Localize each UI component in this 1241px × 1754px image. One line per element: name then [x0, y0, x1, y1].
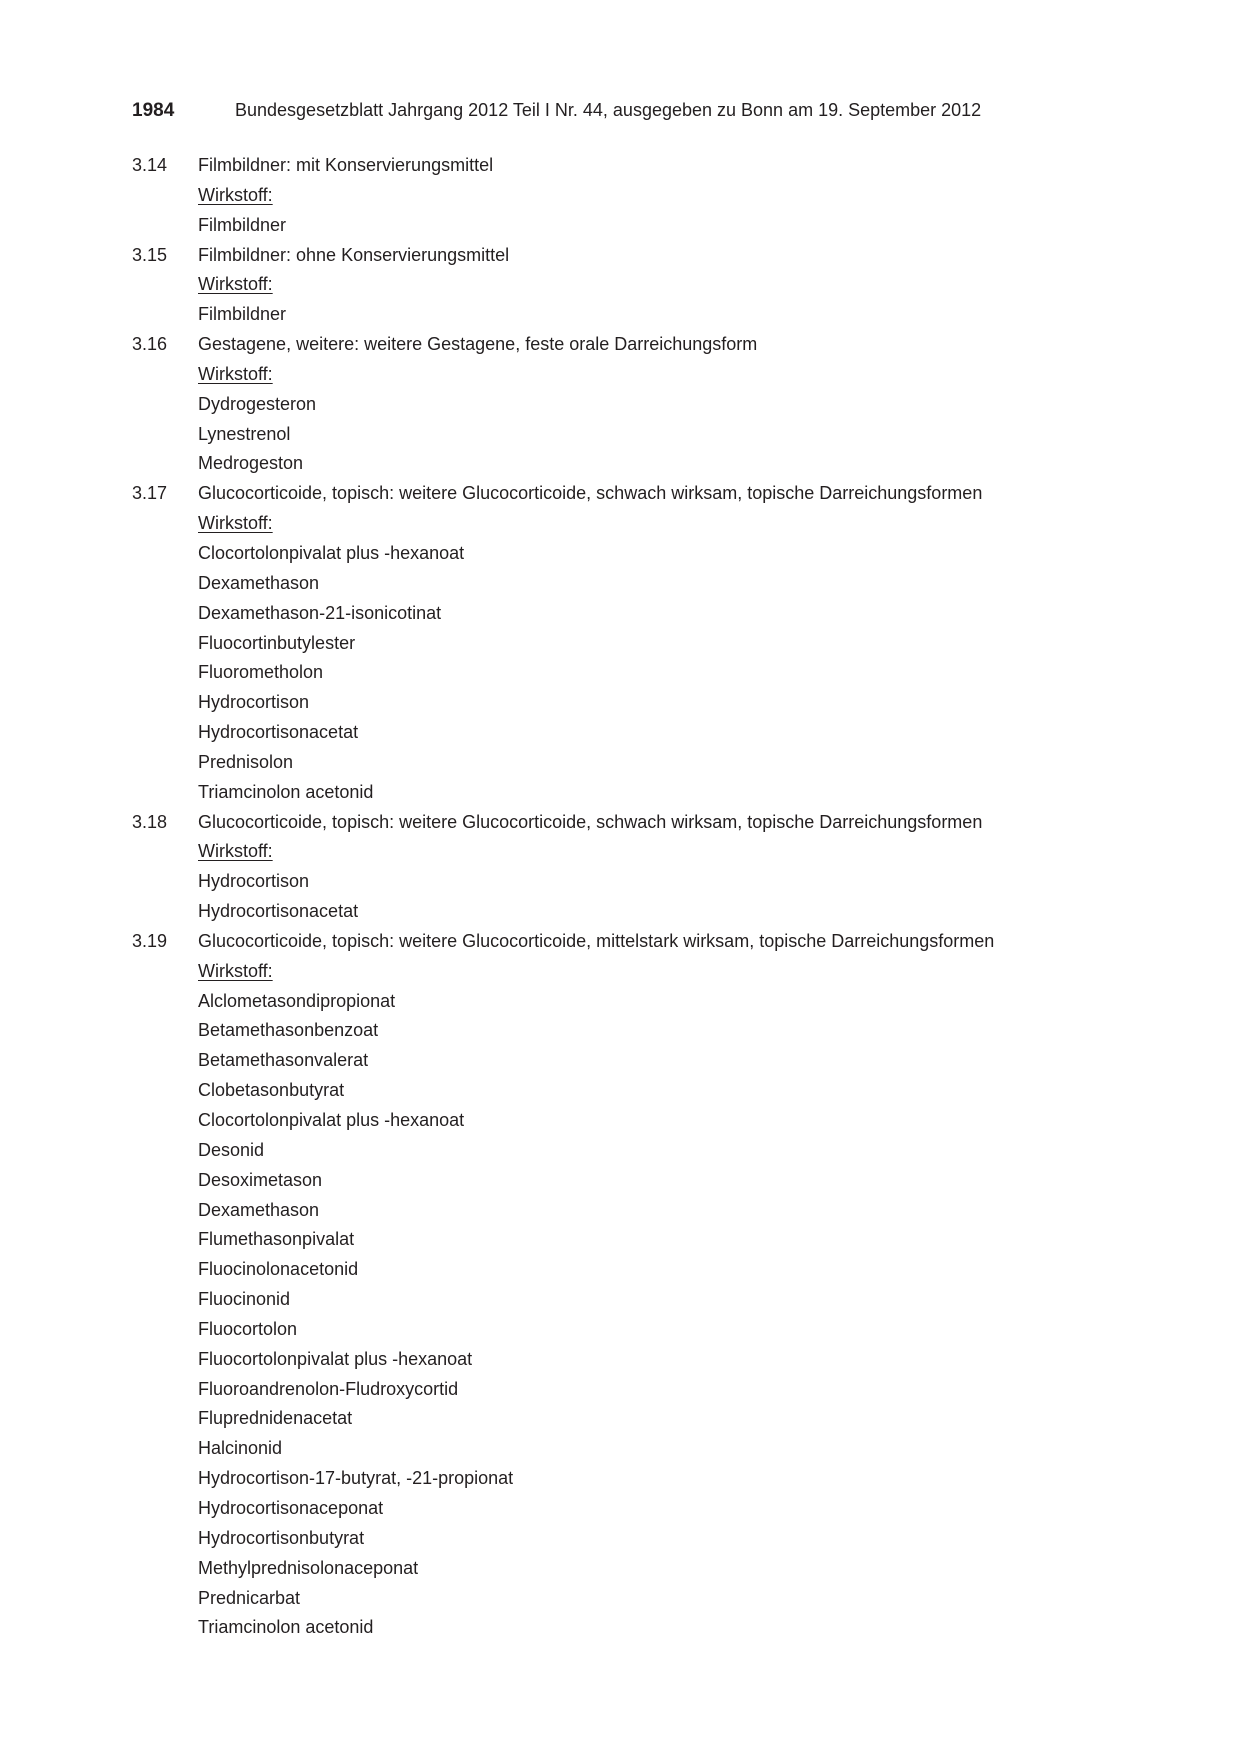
list-item — [132, 688, 1201, 718]
wirkstoff-name: Fluocinolonacetonid — [198, 1259, 359, 1280]
wirkstoff-label: Wirkstoff: — [198, 184, 273, 205]
section — [132, 241, 1201, 331]
list-item — [132, 1524, 1201, 1554]
wirkstoff-name: Hydrocortisonacetat — [198, 722, 359, 743]
list-item — [132, 778, 1201, 808]
list-item — [132, 1345, 1201, 1375]
list-item — [132, 569, 1201, 599]
section-number: 3.15 — [132, 244, 168, 265]
wirkstoff-name: Methylprednisolonaceponat — [198, 1557, 419, 1578]
wirkstoff-label-row — [132, 360, 1201, 390]
wirkstoff-name: Betamethasonbenzoat — [198, 1020, 379, 1041]
list-item — [132, 1166, 1201, 1196]
wirkstoff-name: Hydrocortisonaceponat — [198, 1497, 384, 1518]
list-item — [132, 1613, 1201, 1643]
list-item — [132, 629, 1201, 659]
wirkstoff-name: Triamcinolon acetonid — [198, 781, 374, 802]
section — [132, 808, 1201, 927]
wirkstoff-name: Hydrocortisonbutyrat — [198, 1527, 365, 1548]
list-item — [132, 987, 1201, 1017]
list-item — [132, 1046, 1201, 1076]
wirkstoff-name: Hydrocortisonacetat — [198, 901, 359, 922]
wirkstoff-name: Filmbildner — [198, 214, 287, 235]
list-item — [132, 1076, 1201, 1106]
section-heading — [132, 151, 1201, 181]
list-item — [132, 1255, 1201, 1285]
wirkstoff-label: Wirkstoff: — [198, 960, 273, 981]
wirkstoff-label-row — [132, 270, 1201, 300]
section-title: Glucocorticoide, topisch: weitere Glucocorticoide, mittelstark wirksam, topische Darreichungsformen — [198, 930, 995, 951]
list-item — [132, 1106, 1201, 1136]
wirkstoff-name: Prednisolon — [198, 751, 294, 772]
wirkstoff-name: Dexamethason — [198, 1199, 320, 1220]
section-title: Glucocorticoide, topisch: weitere Glucocorticoide, schwach wirksam, topische Darreichungsformen — [198, 483, 983, 504]
wirkstoff-name: Clocortolonpivalat plus -hexanoat — [198, 542, 465, 563]
list-item — [132, 1434, 1201, 1464]
list-item — [132, 867, 1201, 897]
list-item — [132, 300, 1201, 330]
wirkstoff-label: Wirkstoff: — [198, 841, 273, 862]
wirkstoff-name: Fluocortolonpivalat plus -hexanoat — [198, 1348, 473, 1369]
wirkstoff-label-row — [132, 837, 1201, 867]
section — [132, 927, 1201, 1643]
wirkstoff-label-row — [132, 509, 1201, 539]
list-item — [132, 748, 1201, 778]
page-number: 1984 — [132, 100, 175, 121]
wirkstoff-name: Flumethasonpivalat — [198, 1229, 355, 1250]
list-item — [132, 1464, 1201, 1494]
section-number: 3.17 — [132, 483, 168, 504]
section-heading — [132, 479, 1201, 509]
wirkstoff-label: Wirkstoff: — [198, 513, 273, 534]
wirkstoff-name: Clocortolonpivalat plus -hexanoat — [198, 1110, 465, 1130]
wirkstoff-name: Desoximetason — [198, 1169, 323, 1190]
section-title: Filmbildner: mit Konservierungsmittel — [198, 155, 494, 175]
wirkstoff-name: Halcinonid — [198, 1438, 283, 1459]
wirkstoff-name: Fluoroandrenolon-Fludroxycortid — [198, 1378, 459, 1399]
section-heading — [132, 927, 1201, 957]
list-item — [132, 390, 1201, 420]
wirkstoff-name: Fluocinonid — [198, 1289, 291, 1310]
section — [132, 151, 1201, 241]
list-item — [132, 1494, 1201, 1524]
section-heading — [132, 808, 1201, 838]
wirkstoff-name: Hydrocortison — [198, 871, 310, 892]
list-item — [132, 420, 1201, 450]
wirkstoff-name: Lynestrenol — [198, 423, 291, 444]
wirkstoff-name: Fluprednidenacetat — [198, 1408, 353, 1429]
list-item — [132, 539, 1201, 569]
running-head: Bundesgesetzblatt Jahrgang 2012 Teil I Nr. 44, ausgegeben zu Bonn am 19. September 2012 — [235, 100, 982, 120]
wirkstoff-label: Wirkstoff: — [198, 274, 273, 295]
list-item — [132, 1315, 1201, 1345]
wirkstoff-name: Dexamethason-21-isonicotinat — [198, 602, 442, 623]
list-item — [132, 658, 1201, 688]
list-item — [132, 897, 1201, 927]
wirkstoff-name: Fluocortinbutylester — [198, 632, 356, 653]
wirkstoff-name: Betamethasonvalerat — [198, 1050, 369, 1071]
wirkstoff-label: Wirkstoff: — [198, 363, 273, 384]
wirkstoff-name: Fluorometholon — [198, 662, 324, 683]
wirkstoff-name: Hydrocortison — [198, 692, 310, 713]
list-item — [132, 1196, 1201, 1226]
wirkstoff-name: Dexamethason — [198, 572, 320, 593]
wirkstoff-name: Fluocortolon — [198, 1318, 298, 1339]
wirkstoff-name: Prednicarbat — [198, 1587, 301, 1608]
section-number: 3.18 — [132, 811, 168, 832]
list-item — [132, 1404, 1201, 1434]
document-body — [132, 151, 1201, 1643]
list-item — [132, 718, 1201, 748]
wirkstoff-name: Clobetasonbutyrat — [198, 1080, 345, 1101]
section-heading — [132, 330, 1201, 360]
wirkstoff-name: Filmbildner — [198, 304, 287, 325]
section-title: Glucocorticoide, topisch: weitere Glucocorticoide, schwach wirksam, topische Darreichungsformen — [198, 811, 983, 832]
list-item — [132, 1136, 1201, 1166]
wirkstoff-label-row — [132, 957, 1201, 987]
section — [132, 330, 1201, 479]
page-header — [132, 100, 981, 130]
wirkstoff-name: Dydrogesteron — [198, 393, 317, 414]
wirkstoff-name: Triamcinolon acetonid — [198, 1617, 374, 1638]
list-item — [132, 1375, 1201, 1405]
section-number: 3.16 — [132, 334, 168, 355]
list-item — [132, 599, 1201, 629]
section-title: Filmbildner: ohne Konservierungsmittel — [198, 244, 510, 265]
list-item — [132, 211, 1201, 241]
section-title: Gestagene, weitere: weitere Gestagene, feste orale Darreichungsform — [198, 334, 758, 355]
wirkstoff-label-row — [132, 181, 1201, 211]
list-item — [132, 1016, 1201, 1046]
list-item — [132, 449, 1201, 479]
section-heading — [132, 241, 1201, 271]
wirkstoff-name: Hydrocortison-17-butyrat, -21-propionat — [198, 1468, 514, 1489]
list-item — [132, 1584, 1201, 1614]
list-item — [132, 1225, 1201, 1255]
section — [132, 479, 1201, 807]
wirkstoff-name: Medrogeston — [198, 453, 304, 474]
wirkstoff-name: Desonid — [198, 1139, 265, 1160]
wirkstoff-name: Alclometasondipropionat — [198, 990, 396, 1011]
list-item — [132, 1285, 1201, 1315]
section-number: 3.14 — [132, 155, 168, 175]
section-number: 3.19 — [132, 930, 168, 951]
list-item — [132, 1554, 1201, 1584]
